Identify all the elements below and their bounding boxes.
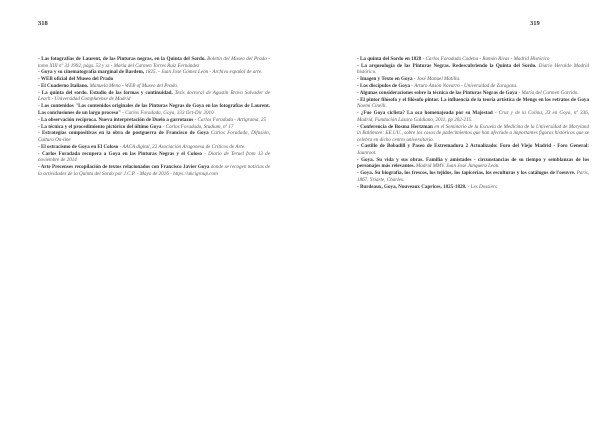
entry-title: - El Cuaderno Italiano. <box>38 83 89 90</box>
entry-source: Diario Heraldo Madrid histórico. <box>357 62 590 76</box>
entry-title: - Los contenidos "Los contenidos originales de las Pinturas Negras de Goya en las fotografías de Laurent. Las conclusiones de un largo proceso" <box>38 103 270 116</box>
bibliography-entry <box>357 110 589 123</box>
entry-source: - Arturo Ansón Navarro - Universidad de Zaragoza. <box>409 83 518 90</box>
bibliography-entry <box>357 56 589 63</box>
bibliography-entry <box>38 76 270 83</box>
entry-source: - AACA digital, 22 Asociación Aragonesa de Críticos de Arte. <box>118 143 246 150</box>
entry-title: - La técnica y el procedimiento pictórico del último Goya <box>38 123 162 130</box>
bibliography-entry <box>357 83 589 90</box>
bibliography-entry <box>38 83 270 90</box>
bibliography-entry <box>38 117 270 124</box>
entry-source: Madrid MMV. Juan José Junquera León. <box>414 163 500 170</box>
bibliography-entry <box>38 103 270 116</box>
entry-source: - Carlos Foradada, Goya, 333 Oct-Dic 2010 <box>120 109 214 116</box>
bibliography-entry <box>38 69 270 76</box>
entry-source: donde se recogen noticias de la actividades de la Quinta del Sordo por J.C.P. - Mayo de 2016 - https://akcigroup.com <box>38 164 270 177</box>
entry-title: - Burdeaux, Goya, Nouveaux Caprices, 1825-1828. <box>357 183 467 190</box>
bibliography-entry <box>38 164 270 177</box>
page-number-right: 319 <box>530 20 540 27</box>
entry-title: - El pintor filósofo y el filósofo pintor. La influencia de la teoría artística de Mengs en los retratos de Goya <box>357 96 589 103</box>
entry-source: - José Manuel Matilla. <box>412 76 461 83</box>
bibliography-entry <box>357 124 589 144</box>
bibliography-entry <box>38 144 270 151</box>
bibliography-entry <box>357 63 589 76</box>
entry-title: - Goya y su cinematografía marginal de Bardem, <box>38 69 145 76</box>
entry-source: - María del Carmen Garrido. <box>517 89 579 96</box>
entry-title: - Goya. Su biografía, los frescos, los tejidos, los tapicerías, los esculturas y los catálogos de l'oeuvre. <box>357 170 576 177</box>
page-number-left: 318 <box>38 20 48 27</box>
entry-source: París, 1867. Yriarte, Charles. <box>357 170 589 183</box>
bibliography-entry <box>357 184 589 191</box>
bibliography-entry <box>357 170 589 183</box>
entry-source: Jaunroot. <box>357 150 377 157</box>
right-page <box>300 0 600 424</box>
entry-title: - La arqueología de las Pinturas Negras. Redescubriendo la Quinta del Sordo. <box>357 62 537 69</box>
entry-title: - Arte Precenses recopilación de textos relacionados con Francisco Javier Goya <box>38 164 210 171</box>
bibliography-list-right <box>357 56 589 191</box>
entry-source: Boletín del Museo del Prado - tomo XIII nº 31 1992, págs. 53 y ss - María del Carmen Torres Ruiz Fernández <box>38 56 270 69</box>
bibliography-entry <box>357 97 589 110</box>
entry-source: - Carlos Foradada, Studium, nº 17 <box>161 123 234 130</box>
bibliography-entry <box>38 130 270 143</box>
entry-title: - Conferencia de Bosma Hertzman <box>357 123 433 130</box>
entry-title: - ¿Fue Goya ciclista? La oca homenajeada por su Majestad <box>357 110 493 117</box>
entry-title: - Las fotografías de Laurent, de las Pinturas negras, en la Quinta del Sordo. <box>38 56 206 62</box>
entry-title: - La quinta del sordo. Estudio de las formas y continuidad. <box>38 89 173 96</box>
entry-source: Carlos Foradada, Difusión, Cultura On-line <box>38 130 270 143</box>
entry-title: - El ostracismo de Goya en El Coloso <box>38 143 119 150</box>
entry-title: - Castillo de Bobadill y Paseo de Extremadura 2 Actualizado: Foro del Viejo Madrid - Foro General: <box>357 143 589 150</box>
bibliography-entry <box>357 90 589 97</box>
bibliography-entry <box>357 157 589 170</box>
entry-title: - La quinta del Sordo en 1828 <box>357 56 422 62</box>
entry-source: - Cruz y de la Colina, 33 en Goya, nº 336, Madrid, Fundación Lázaro Galdiano, 2011, pp 202-215. <box>357 110 589 123</box>
entry-source: 1825. - Juan José Gómez León - Archivo español de arte. <box>144 69 263 76</box>
entry-source: - Carlos Foradada Cadena - Ramón Rivas - Madrid Histórico <box>421 56 550 62</box>
bibliography-entry <box>38 90 270 103</box>
bibliography-entry <box>38 56 270 69</box>
bibliography-list-left <box>38 56 270 177</box>
entry-title: - Carlos Foradada recupera a Goya en las Pinturas Negras y el Coloso <box>38 150 202 157</box>
entry-source: en el Seminario de la Escuela de Medicina de la Universidad de Maryland in Baltimore: EE.UU., sobre los casos de padecimientos que han afectado a importantes figuras históricas que se celebra en dicho centro universitario. <box>357 123 589 143</box>
entry-source: - Carlos Foradada - Artigrama, 25 <box>193 116 267 123</box>
entry-title: - Algunas consideraciones sobre la técnica de las Pinturas Negras de Goya <box>357 89 518 96</box>
entry-source: Tesis doctoral de Agustín Bravo Salvador de Leach - Universidad Complutense de Madrid <box>38 89 270 103</box>
entry-title: - Imagen y Texto en Goya <box>357 76 413 83</box>
entry-source: - Diario de Teruel from 13 de noviembre de 2014 <box>38 150 270 164</box>
entry-source: Noemí Cinelli. <box>357 103 387 110</box>
entry-title: - Estrategias compositivas en la obra de postguerra de Francisco de Goya <box>38 130 209 137</box>
entry-title: - Los discípulos de Goya <box>357 83 410 90</box>
bibliography-entry <box>38 151 270 164</box>
entry-title: - La observación recíproca. Nueva interpretación de Duelo a garrotazos <box>38 116 194 123</box>
entry-title: - WEB oficial del Museo del Prado <box>38 76 114 83</box>
bibliography-entry <box>357 76 589 83</box>
entry-source: - Les Dossiers <box>466 183 497 190</box>
bibliography-entry <box>357 143 589 156</box>
entry-title: - Goya. Su vida y sus obras. Familia y amistades - circunstancias de su tiempo y semblanzas de los personajes más relevantes. <box>357 156 589 170</box>
entry-source: Manuela Mena - WEB of Museo del Prado. <box>88 83 179 90</box>
